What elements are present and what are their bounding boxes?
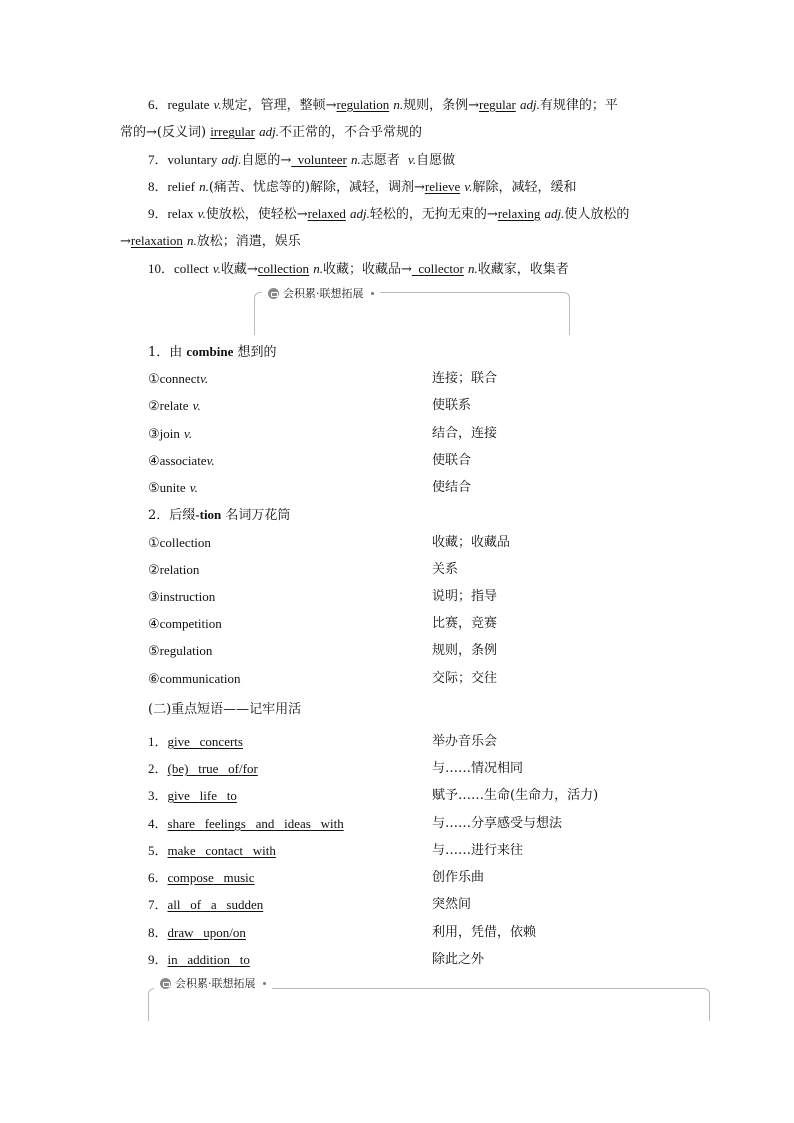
vocab-item-10: 10．collect v.收藏→collection n.收藏；收藏品→ collector n.收藏家，收集者 — [148, 261, 569, 277]
headword: voluntary — [167, 152, 218, 167]
extension-box-frame — [148, 988, 710, 1021]
phrase-item: 7．all of a sudden — [148, 897, 264, 912]
list-item: ③join v. — [148, 426, 193, 442]
phrase-item: 1．give concerts — [148, 734, 243, 749]
phrase-meaning: 与……情况相同 — [432, 761, 524, 776]
group1-heading: 1．由 combine 想到的 — [148, 344, 277, 360]
list-item: ⑤regulation — [148, 643, 213, 659]
list-item-meaning: 收藏；收藏品 — [432, 535, 511, 550]
dot-icon — [371, 292, 374, 295]
section-title: (二)重点短语——记牢用活 — [148, 702, 302, 717]
answer-blank: relieve — [424, 179, 461, 194]
headword: relax — [167, 206, 194, 221]
extension-box-title: 会积累·联想拓展 — [262, 285, 380, 301]
phrase-item: 8．draw upon/on — [148, 925, 246, 940]
phrase-item: 3．give life to — [148, 788, 237, 803]
answer-blank: relaxing — [497, 206, 541, 221]
phrase-item: 6．compose music — [148, 870, 255, 885]
phrase-meaning: 与……分享感受与想法 — [432, 816, 563, 831]
headword: regulate — [167, 97, 210, 112]
answer-blank: collector — [418, 261, 464, 276]
vocab-item-8: 8．relief n.(痛苦、忧虑等的)解除，减轻，调剂→relieve v.解除，减轻，缓和 — [148, 179, 577, 195]
list-item-meaning: 使联系 — [432, 398, 472, 413]
list-item-meaning: 比赛，竞赛 — [432, 616, 498, 631]
phrase-meaning: 创作乐曲 — [432, 870, 485, 885]
answer-blank: regulation — [336, 97, 390, 112]
vocab-item-7: 7．voluntary adj.自愿的→ volunteer n.志愿者 v.自愿做 — [148, 152, 456, 168]
list-item-meaning: 关系 — [432, 562, 459, 577]
phrase-meaning: 突然间 — [432, 897, 472, 912]
book-icon — [160, 978, 171, 989]
list-item: ②relate v. — [148, 398, 201, 414]
list-item: ⑥communication — [148, 671, 241, 687]
book-icon — [268, 288, 279, 299]
list-item: ④competition — [148, 616, 222, 632]
headword: collect — [174, 261, 209, 276]
vocab-item-9: 9．relax v.使放松，使轻松→relaxed adj.轻松的，无拘无束的→relaxing adj.使人放松的 — [148, 206, 630, 222]
list-item-meaning: 说明；指导 — [432, 589, 498, 604]
phrase-meaning: 与……进行来往 — [432, 843, 524, 858]
list-item-meaning: 交际；交往 — [432, 671, 498, 686]
answer-blank: relaxation — [130, 233, 183, 248]
phrase-item: 9．in addition to — [148, 952, 250, 967]
answer-blank: regular — [479, 97, 516, 112]
answer-blank: irregular — [210, 124, 255, 139]
phrase-meaning: 赋予……生命(生命力，活力) — [432, 788, 599, 803]
phrase-item: 5．make contact with — [148, 843, 276, 858]
answer-blank: relaxed — [307, 206, 346, 221]
vocab-item-6: 6．regulate v.规定，管理，整顿→regulation n.规则，条例→regular adj.有规律的；平 — [148, 97, 618, 113]
list-item-meaning: 使结合 — [432, 480, 472, 495]
phrase-meaning: 利用，凭借，依赖 — [432, 925, 537, 940]
phrase-meaning: 除此之外 — [432, 952, 485, 967]
list-item-meaning: 规则，条例 — [432, 643, 498, 658]
list-item-meaning: 连接；联合 — [432, 371, 498, 386]
list-item: ③instruction — [148, 589, 216, 605]
list-item: ⑤unite v. — [148, 480, 198, 496]
vocab-item-9-cont: →relaxation n.放松；消遣，娱乐 — [120, 233, 301, 249]
list-item: ①connectv. — [148, 371, 209, 387]
answer-blank: collection — [257, 261, 310, 276]
group2-heading: 2．后缀-tion 名词万花筒 — [148, 507, 291, 523]
phrase-meaning: 举办音乐会 — [432, 734, 498, 749]
dot-icon — [263, 982, 266, 985]
vocab-item-6-cont: 常的→(反义词) irregular adj.不正常的，不合乎常规的 — [120, 124, 422, 140]
extension-box-title: 会积累·联想拓展 — [154, 975, 272, 991]
answer-blank: volunteer — [297, 152, 347, 167]
phrase-item: 2．(be) true of/for — [148, 761, 258, 776]
list-item: ①collection — [148, 535, 211, 551]
list-item: ④associatev. — [148, 453, 215, 469]
list-item-meaning: 结合，连接 — [432, 426, 498, 441]
phrase-item: 4．share feelings and ideas with — [148, 816, 344, 831]
list-item-meaning: 使联合 — [432, 453, 472, 468]
list-item: ②relation — [148, 562, 200, 578]
headword: relief — [167, 179, 195, 194]
